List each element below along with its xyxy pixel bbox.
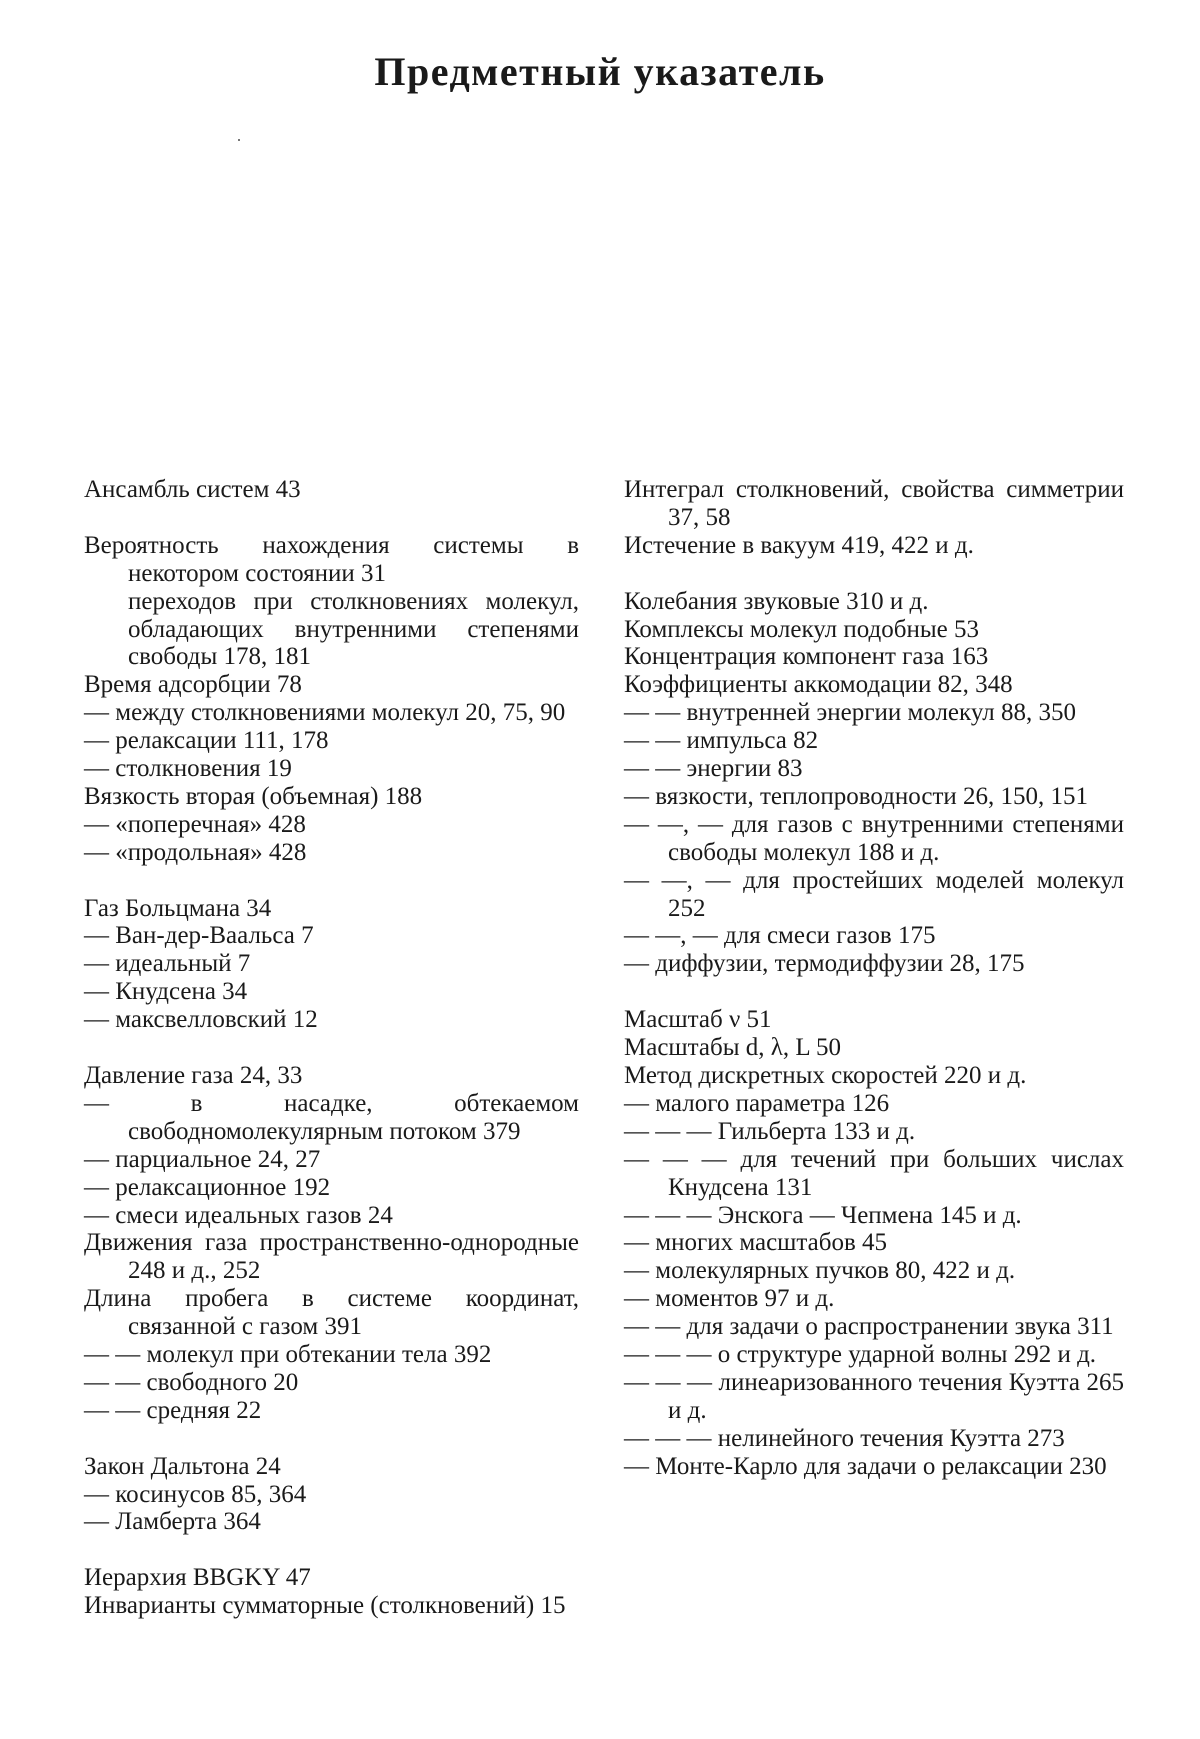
index-entry: — Кнудсена 34 xyxy=(84,978,248,1006)
index-column-left xyxy=(84,476,579,1620)
index-entry: — диффузии, термодиффузии 28, 175 xyxy=(624,950,1025,978)
index-entry: переходов при столкновениях молекул, обладающих внутренними степенями свободы 178, 181 xyxy=(128,587,579,671)
index-entry: Вероятность нахождения системы в некотором состоянии 31 xyxy=(84,531,579,587)
index-entry: — парциальное 24, 27 xyxy=(84,1145,321,1173)
index-entry: Вязкость вторая (объемная) 188 xyxy=(84,782,423,810)
index-entry: — — — Гильберта 133 и д. xyxy=(624,1117,916,1145)
index-entry: — Монте-Карло для задачи о релаксации 230 xyxy=(624,1452,1107,1480)
index-entry: — —, — для простейших моделей молекул 252 xyxy=(624,866,1124,922)
index-entry: — «продольная» 428 xyxy=(84,838,307,866)
index-entry: Истечение в вакуум 419, 422 и д. xyxy=(624,531,974,559)
index-entry: — между столкновениями молекул 20, 75, 90 xyxy=(84,699,566,727)
index-entry: — смеси идеальных газов 24 xyxy=(84,1201,393,1229)
index-entry: Концентрация компонент газа 163 xyxy=(624,643,989,671)
index-entry: Инварианты сумматорные (столкновений) 15 xyxy=(84,1592,566,1620)
index-entry: — максвелловский 12 xyxy=(84,1006,318,1034)
index-entry: — —, — для смеси газов 175 xyxy=(624,922,936,950)
index-entry: — — — Энскога — Чепмена 145 и д. xyxy=(624,1201,1022,1229)
entry-gap xyxy=(84,1425,579,1453)
index-entry: Длина пробега в системе координат, связанной с газом 391 xyxy=(84,1285,579,1341)
page-title: Предметный указатель xyxy=(374,49,826,94)
index-entry: Газ Больцмана 34 xyxy=(84,894,272,922)
entry-gap xyxy=(84,504,579,532)
index-entry: — косинусов 85, 364 xyxy=(84,1480,307,1508)
index-entry: Ансамбль систем 43 xyxy=(84,476,301,503)
index-entry: — столкновения 19 xyxy=(84,755,292,783)
index-entry: — — внутренней энергии молекул 88, 350 xyxy=(624,699,1076,727)
entry-gap xyxy=(84,1536,579,1564)
index-entry: — — молекул при обтекании тела 392 xyxy=(84,1341,492,1369)
index-entry: — —, — для газов с внутренними степенями свободы молекул 188 и д. xyxy=(624,810,1124,866)
index-entry: Метод дискретных скоростей 220 и д. xyxy=(624,1062,1027,1089)
index-entry: Колебания звуковые 310 и д. xyxy=(624,587,929,615)
index-entry: Движения газа пространственно-однородные 248 и д., 252 xyxy=(84,1229,579,1285)
entry-gap xyxy=(84,867,579,895)
index-entry: — молекулярных пучков 80, 422 и д. xyxy=(624,1257,1016,1285)
index-entry: Масштаб ν 51 xyxy=(624,1006,772,1034)
index-entry: — малого параметра 126 xyxy=(624,1089,890,1117)
index-entry: — — энергии 83 xyxy=(624,755,803,783)
index-column-right xyxy=(624,476,1124,1481)
index-entry: — релаксации 111, 178 xyxy=(84,727,329,755)
index-entry: Давление газа 24, 33 xyxy=(84,1061,303,1089)
index-entry: Комплексы молекул подобные 53 xyxy=(624,615,979,643)
index-entry: — идеальный 7 xyxy=(84,950,251,978)
index-entry: — — — нелинейного течения Куэтта 273 xyxy=(624,1424,1065,1452)
index-entry: — «поперечная» 428 xyxy=(84,810,306,838)
index-entry: — релаксационное 192 xyxy=(84,1173,331,1201)
index-entry: — — средняя 22 xyxy=(84,1396,262,1424)
index-entry: — Ламберта 364 xyxy=(84,1508,261,1536)
index-entry: Иерархия BBGKY 47 xyxy=(84,1564,311,1592)
index-entry: Время адсорбции 78 xyxy=(84,671,302,699)
index-entry: — — для задачи о распространении звука 311 xyxy=(624,1313,1114,1341)
index-entry: — — свободного 20 xyxy=(84,1368,299,1396)
index-entry: Закон Дальтона 24 xyxy=(84,1452,281,1480)
index-entry: — в насадке, обтекаемом свободномолекулярным потоком 379 xyxy=(84,1089,579,1145)
index-entry: — многих масштабов 45 xyxy=(624,1229,888,1257)
index-entry: — Ван-дер-Ваальса 7 xyxy=(84,922,314,950)
index-entry: — — — о структуре ударной волны 292 и д. xyxy=(624,1341,1097,1369)
entry-gap xyxy=(624,560,1124,588)
index-entry: — — — линеаризованного течения Куэтта 265 и д. xyxy=(624,1368,1124,1424)
entry-gap xyxy=(624,978,1124,1006)
stray-mark xyxy=(238,139,240,141)
index-entry: — вязкости, теплопроводности 26, 150, 151 xyxy=(624,782,1089,810)
index-entry: Масштабы d, λ, L 50 xyxy=(624,1034,841,1062)
index-entry: Интеграл столкновений, свойства симметрии 37, 58 xyxy=(624,476,1124,531)
index-entry: — — — для течений при больших числах Кнудсена 131 xyxy=(624,1145,1124,1201)
index-entry: — — импульса 82 xyxy=(624,727,819,755)
index-entry: Коэффициенты аккомодации 82, 348 xyxy=(624,671,1013,699)
index-entry: — моментов 97 и д. xyxy=(624,1285,835,1313)
entry-gap xyxy=(84,1034,579,1062)
